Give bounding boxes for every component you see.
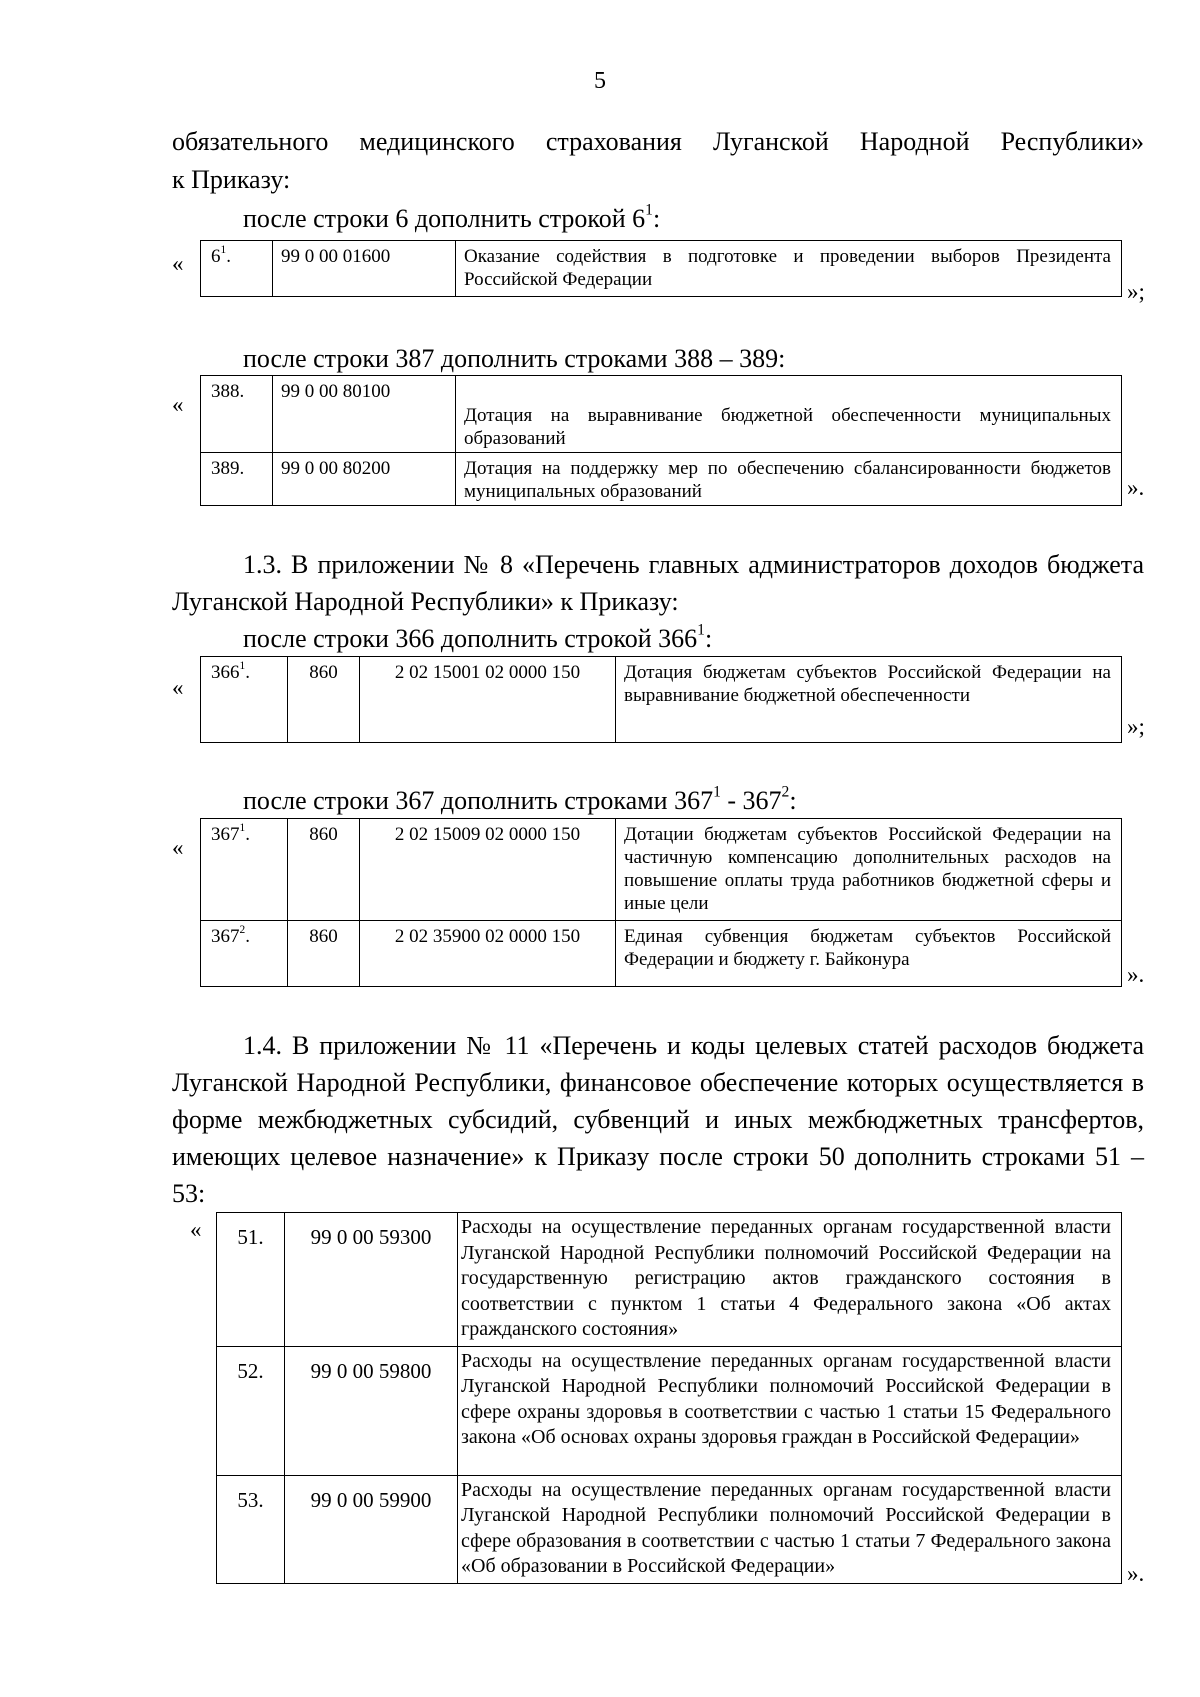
row-code: 99 0 00 59800 — [285, 1346, 458, 1475]
instruction-sup: 1 — [697, 621, 705, 639]
table-row — [201, 921, 1122, 987]
close-quote: »; — [1127, 279, 1145, 304]
instruction-rows-388-389: после строки 387 дополнить строками 388 – 389: — [243, 344, 786, 373]
row-admin-code: 860 — [288, 657, 360, 743]
table-row — [201, 376, 1122, 453]
row-number: 52. — [217, 1346, 285, 1475]
row-code: 2 02 35900 02 0000 150 — [360, 921, 616, 987]
row-code: 2 02 15009 02 0000 150 — [360, 819, 616, 921]
intro-line-1: обязательного медицинского страхования Луганской Народной Республики» — [172, 127, 1144, 156]
table-row — [201, 819, 1122, 921]
table-row — [201, 657, 1122, 743]
table-rows-388-389 — [200, 375, 1122, 506]
instruction-text: после строки 6 дополнить строкой 6 — [243, 204, 646, 233]
instruction-sup-1: 1 — [713, 783, 721, 801]
paragraph-1-4: 1.4. В приложении № 11 «Перечень и коды целевых статей расходов бюджета Луганской Народной Республики, финансовое обеспечение которых осуществляется в форме межбюджетных субсидий, субвенций и иных межбюджетных трансфертов, имеющих целевое назначение» к Приказу после строки 50 дополнить строками 51 – 53: — [172, 1031, 1144, 1208]
row-code: 99 0 00 59300 — [285, 1213, 458, 1347]
instruction-sup: 1 — [645, 201, 653, 219]
row-number: $366^1$. — [201, 657, 288, 743]
page-number: 5 — [594, 68, 606, 94]
row-description: Дотации бюджетам субъектов Российской Федерации на частичную компенсацию дополнительных расходов на повышение оплаты труда работников бюджетной сферы и иные цели — [616, 819, 1122, 921]
intro-line-2: к Приказу: — [172, 165, 291, 194]
table-row — [201, 241, 1122, 297]
row-number: 51. — [217, 1213, 285, 1347]
table-row-366 — [200, 656, 1122, 743]
row-number: 53. — [217, 1475, 285, 1583]
row-number: 388. — [201, 376, 273, 453]
table-row — [217, 1346, 1122, 1475]
close-quote: ». — [1127, 962, 1145, 987]
close-quote: ». — [1127, 1561, 1145, 1586]
row-description: Оказание содействия в подготовке и проведении выборов Президента Российской Федерации — [456, 241, 1122, 297]
instruction-end: : — [652, 204, 661, 233]
row-admin-code: 860 — [288, 921, 360, 987]
row-code: 99 0 00 80100 — [273, 376, 456, 453]
row-description: Единая субвенция бюджетам субъектов Российской Федерации и бюджету г. Байконура — [616, 921, 1122, 987]
table-row — [201, 453, 1122, 506]
row-code: 99 0 00 59900 — [285, 1475, 458, 1583]
open-quote: « — [190, 1217, 202, 1242]
row-description: Расходы на осуществление переданных органам государственной власти Луганской Народной Республики полномочий Российской Федерации на государственную регистрацию актов гражданского состояния в соответствии с пунктом 1 статьи 4 Федерального закона «Об актах гражданского состояния» — [458, 1213, 1122, 1347]
row-number: $367^2$. — [201, 921, 288, 987]
row-description: Расходы на осуществление переданных органам государственной власти Луганской Народной Республики полномочий Российской Федерации в сфере образования в соответствии с частью 1 статьи 7 Федерального закона «Об образовании в Российской Федерации» — [458, 1475, 1122, 1583]
row-description: Дотация бюджетам субъектов Российской Федерации на выравнивание бюджетной обеспеченности — [616, 657, 1122, 743]
open-quote: « — [172, 251, 184, 276]
instruction-text: после строки 367 дополнить строками 367 — [243, 786, 714, 815]
row-code: 2 02 15001 02 0000 150 — [360, 657, 616, 743]
row-code: 99 0 00 80200 — [273, 453, 456, 506]
instruction-text: после строки 366 дополнить строкой 366 — [243, 624, 698, 653]
row-description: Дотация на поддержку мер по обеспечению сбалансированности бюджетов муниципальных образований — [456, 453, 1122, 506]
open-quote: « — [172, 835, 184, 860]
row-code: 99 0 00 01600 — [273, 241, 456, 297]
close-quote: ». — [1127, 475, 1145, 500]
table-row-6 — [200, 240, 1122, 297]
instruction-rows-367 — [243, 782, 797, 819]
instruction-row-6 — [243, 200, 660, 237]
row-number: $367^1$. — [201, 819, 288, 921]
instruction-row-366 — [243, 620, 712, 657]
instruction-end: : — [789, 786, 797, 815]
row-admin-code: 860 — [288, 819, 360, 921]
row-description: Дотация на выравнивание бюджетной обеспеченности муниципальных образований — [456, 376, 1122, 453]
table-row — [217, 1475, 1122, 1583]
paragraph-1-3: 1.3. В приложении № 8 «Перечень главных администраторов доходов бюджета Луганской Народной Республики» к Приказу: — [172, 550, 1144, 616]
row-number: $6^1$. — [201, 241, 273, 297]
instruction-end: : — [704, 624, 713, 653]
open-quote: « — [172, 392, 184, 417]
table-rows-51-53 — [216, 1212, 1122, 1584]
row-number: 389. — [201, 453, 273, 506]
open-quote: « — [172, 675, 184, 700]
instruction-mid: - 367 — [720, 786, 782, 815]
row-description: Расходы на осуществление переданных органам государственной власти Луганской Народной Республики полномочий Российской Федерации в сфере охраны здоровья в соответствии с частью 1 статьи 15 Федерального закона «Об основах охраны здоровья граждан в Российской Федерации» — [458, 1346, 1122, 1475]
table-row — [217, 1213, 1122, 1347]
table-rows-367 — [200, 818, 1122, 987]
close-quote: »; — [1127, 714, 1145, 739]
instruction-sup-2: 2 — [781, 783, 790, 801]
